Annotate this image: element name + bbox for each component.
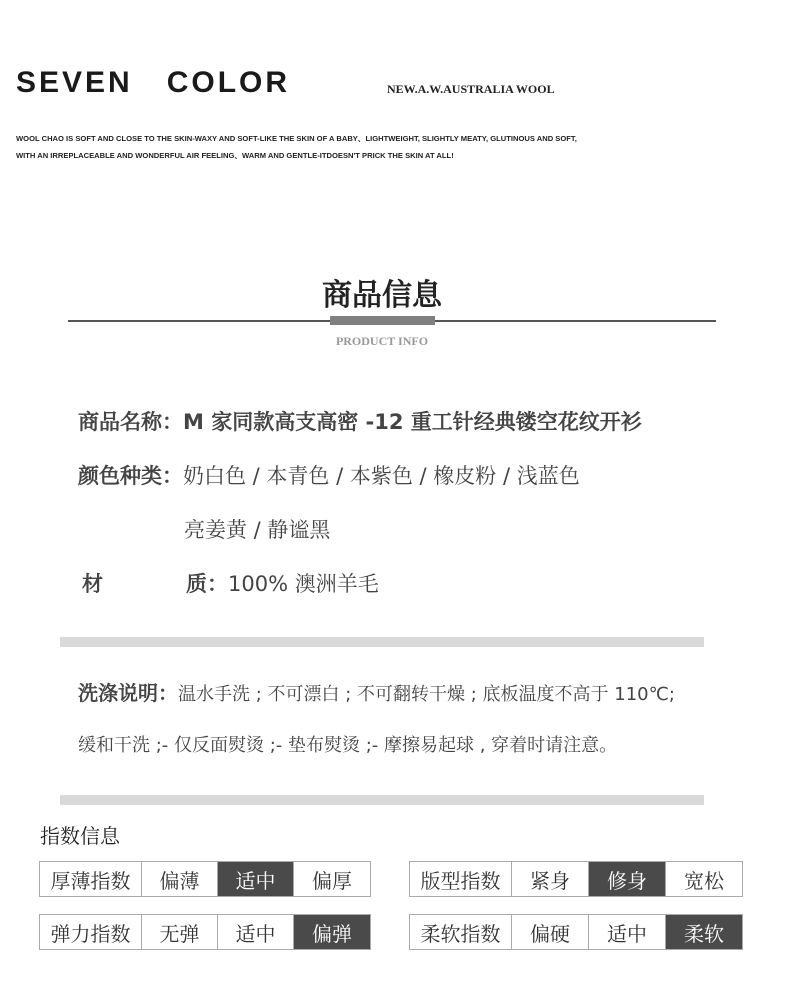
product-name-label: 商品名称： [78, 410, 183, 434]
material-label-a: 材 [82, 572, 103, 596]
fit-option: 宽松 [665, 862, 742, 896]
softness-option: 柔软 [665, 915, 742, 949]
color-label: 颜色种类： [78, 464, 183, 488]
color-row [78, 460, 580, 490]
tagline-line-2: WITH AN IRREPLACEABLE AND WONDERFUL AIR FEELING、WARM AND GENTLE-ITDOESN'T PRICK THE SKIN AT ALL! [16, 151, 454, 160]
wash-line-2: 缓和干洗 ;- 仅反面熨烫 ;- 垫布熨烫 ;- 摩擦易起球 , 穿着时请注意。 [78, 735, 618, 756]
thickness-option: 适中 [217, 862, 293, 896]
wash-row-1 [78, 677, 675, 706]
elasticity-option: 无弹 [141, 915, 217, 949]
section-title: 商品信息 [322, 278, 442, 313]
elasticity-option: 适中 [217, 915, 293, 949]
wash-row-2 [78, 731, 617, 757]
thickness-index-label: 厚薄指数 [50, 868, 131, 893]
elasticity-index [39, 914, 371, 950]
thickness-index [39, 861, 371, 897]
color-value-line-1: 奶白色 / 本青色 / 本紫色 / 橡皮粉 / 浅蓝色 [183, 464, 580, 488]
fit-option: 修身 [588, 862, 665, 896]
fit-option: 紧身 [511, 862, 588, 896]
product-name-value: M 家同款高支高密 -12 重工针经典镂空花纹开衫 [183, 410, 642, 434]
wash-line-1: 温水手洗 ; 不可漂白 ; 不可翻转干燥 ; 底板温度不高于 110℃; [178, 684, 675, 705]
material-value: 100% 澳洲羊毛 [228, 572, 379, 596]
color-row-continued [184, 514, 330, 544]
tagline-line-1: WOOL CHAO IS SOFT AND CLOSE TO THE SKIN-WAXY AND SOFT-LIKE THE SKIN OF A BABY、LIGHTWEIGHT, SLIGHTLY MEATY, GLUTINOUS AND SOFT, [16, 134, 577, 143]
product-name-row [78, 406, 642, 436]
softness-index [409, 914, 743, 950]
material-label-b: 质： [186, 572, 228, 596]
index-title: 指数信息 [40, 824, 120, 848]
divider-bar [60, 637, 704, 647]
thickness-option: 偏厚 [293, 862, 370, 896]
material-row [82, 568, 379, 598]
brand-subtitle: NEW.A.W.AUSTRALIA WOOL [387, 82, 555, 96]
fit-index [409, 861, 743, 897]
color-value-line-2: 亮姜黄 / 静谧黑 [184, 518, 331, 542]
elasticity-index-label: 弹力指数 [50, 921, 131, 946]
brand-title: SEVEN COLOR [16, 66, 291, 99]
wash-label: 洗涤说明： [78, 681, 178, 705]
elasticity-option: 偏弹 [293, 915, 370, 949]
fit-index-label: 版型指数 [420, 868, 501, 893]
section-subtitle: PRODUCT INFO [335, 334, 429, 348]
title-accent-bar [330, 316, 435, 325]
thickness-option: 偏薄 [141, 862, 217, 896]
divider-bar [60, 795, 704, 805]
softness-index-label: 柔软指数 [420, 921, 501, 946]
softness-option: 适中 [588, 915, 665, 949]
softness-option: 偏硬 [511, 915, 588, 949]
